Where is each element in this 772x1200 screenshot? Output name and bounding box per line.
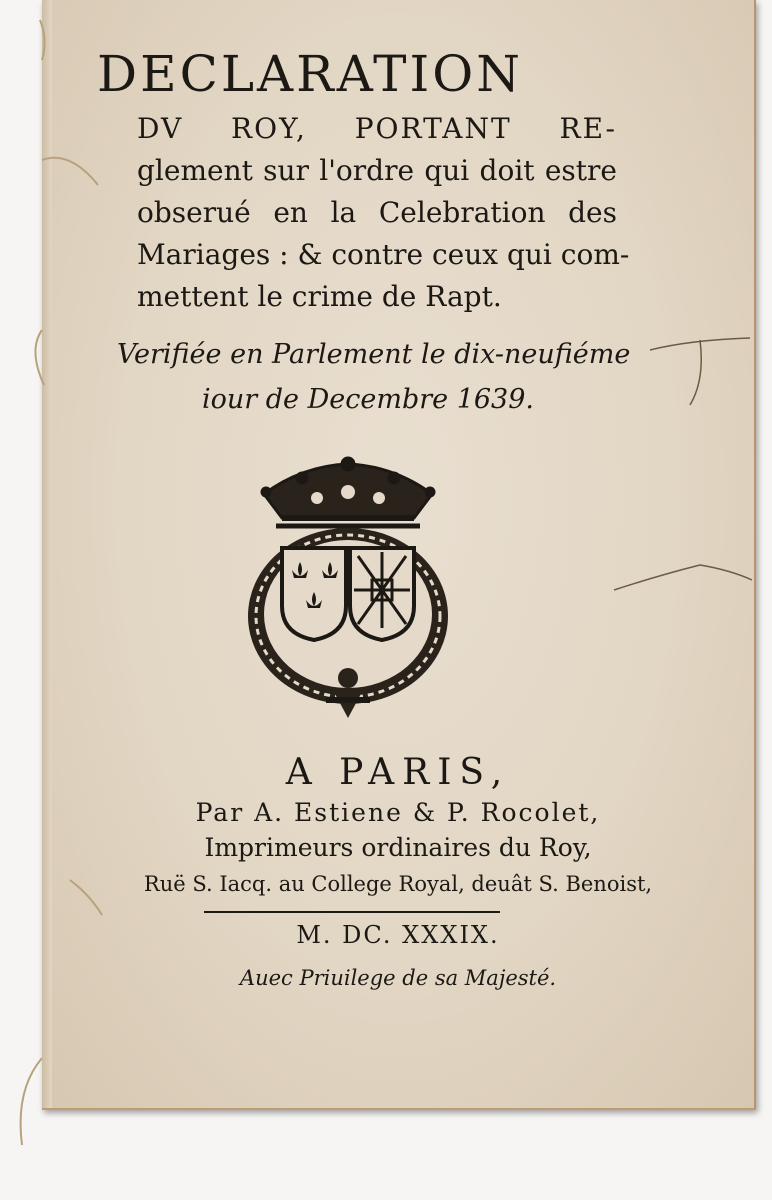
title-line-5: mettent le crime de Rapt. (137, 280, 502, 313)
royal-coat-of-arms-icon (242, 456, 454, 721)
imprint-divider (204, 911, 500, 913)
imprint-year: M. DC. XXXIX. (296, 921, 500, 949)
imprint-printers: Par A. Estiene & P. Rocolet, (195, 798, 601, 827)
imprint-address: Ruë S. Iacq. au College Royal, deuât S. Benoist, (143, 872, 653, 896)
title-line-3: obserué en la Celebration des (137, 196, 617, 229)
title-page (42, 0, 756, 1110)
verification-line-2: iour de Decembre 1639. (202, 384, 534, 415)
verification-line-1: Verifiée en Parlement le dix-neufiéme (117, 339, 631, 370)
title-line-1: DV ROY, PORTANT RE- (137, 112, 617, 145)
imprint-role: Imprimeurs ordinaires du Roy, (204, 833, 592, 862)
title-heading: DECLARATION (97, 45, 524, 103)
imprint-city: A PARIS, (285, 752, 511, 793)
imprint-privilege: Auec Priuilege de sa Majesté. (239, 966, 557, 990)
title-line-4: Mariages : & contre ceux qui com- (137, 238, 630, 271)
title-line-2: glement sur l'ordre qui doit estre (137, 154, 617, 187)
